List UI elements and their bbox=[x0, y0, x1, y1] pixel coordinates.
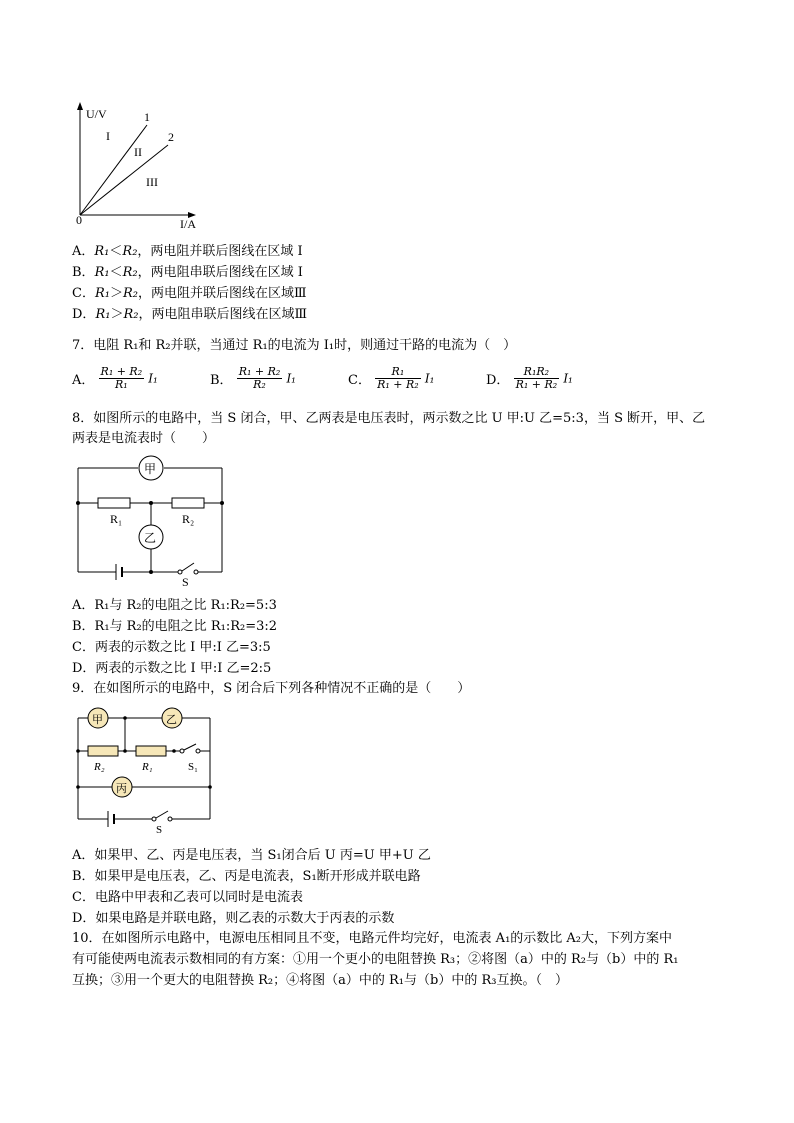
q7-option-d: D． $\frac{\text{R₁R₂}}{\text{R₁ + R₂}}$ I₁ bbox=[486, 365, 573, 391]
svg-text:丙: 丙 bbox=[116, 783, 127, 795]
q10-line3: 互换；③用一个更大的电阻替换 R₂；④将图（a）中的 R₁与（b）中的 R₃互换。（ ） bbox=[72, 973, 568, 988]
q6-option-d: D．R₁＞R₂，两电阻串联后图线在区域Ⅲ bbox=[72, 307, 307, 322]
fraction: $\frac{\text{R₁ + R₂}}{\text{R₁}}$ bbox=[100, 365, 143, 391]
svg-text:甲: 甲 bbox=[92, 714, 103, 726]
q9-circuit-diagram bbox=[70, 707, 220, 837]
q6-option-c: C．R₁＞R₂，两电阻并联后图线在区域Ⅲ bbox=[72, 286, 307, 301]
q8-stem-line1: 8．如图所示的电路中，当 S 闭合，甲、乙两表是电压表时，两示数之比 U 甲:U 乙=5:3，当 S 断开，甲、乙 bbox=[72, 411, 706, 426]
q9-stem: 9．在如图所示的电路中，S 闭合后下列各种情况不正确的是（ ） bbox=[72, 681, 471, 696]
region3-label: III bbox=[146, 175, 158, 189]
q7-option-a: A． $\frac{\text{R₁ + R₂}}{\text{R₁}}$ I₁ bbox=[72, 365, 158, 391]
origin-label: 0 bbox=[76, 213, 82, 227]
q7-stem: 7．电阻 R₁和 R₂并联，当通过 R₁的电流为 I₁时，则通过干路的电流为（ ） bbox=[72, 338, 517, 353]
svg-text:乙: 乙 bbox=[144, 531, 157, 545]
q8-circuit-diagram bbox=[70, 455, 230, 589]
y-axis-label: U/V bbox=[86, 107, 107, 121]
resistor-r2 bbox=[172, 498, 204, 508]
q9-option-a: A．如果甲、乙、丙是电压表，当 S₁闭合后 U 丙=U 甲+U 乙 bbox=[72, 848, 431, 863]
svg-text:S₁: S₁ bbox=[188, 761, 198, 773]
q7-option-b: B． $\frac{\text{R₁ + R₂}}{\text{R₂}}$ I₁ bbox=[210, 365, 296, 391]
svg-text:S: S bbox=[156, 824, 163, 836]
resistor-r1 bbox=[136, 746, 166, 756]
switch-s1 bbox=[184, 744, 196, 750]
q8-stem-line2: 两表是电流表时（ ） bbox=[72, 431, 216, 446]
region1-label: I bbox=[106, 129, 110, 143]
fraction: $\frac{\text{R₁ + R₂}}{\text{R₂}}$ bbox=[238, 365, 281, 391]
svg-text:S: S bbox=[182, 575, 189, 589]
resistor-r1 bbox=[98, 498, 130, 508]
q10-line2: 有可能使两电流表示数相同的有方案：①用一个更小的电阻替换 R₃；②将图（a）中的 R₂与（b）中的 R₁ bbox=[72, 952, 679, 967]
x-axis-label: I/A bbox=[180, 217, 196, 231]
q6-option-a: A．R₁＜R₂，两电阻并联后图线在区域 I bbox=[72, 244, 303, 259]
q9-option-d: D．如果电路是并联电路，则乙表的示数大于丙表的示数 bbox=[72, 911, 395, 926]
q8-option-d: D．两表的示数之比 I 甲:I 乙=2:5 bbox=[72, 661, 272, 676]
q10-line1: 10．在如图所示电路中，电源电压相同且不变，电路元件均完好，电流表 A₁的示数比 A₂大，下列方案中 bbox=[72, 931, 673, 946]
fraction: $\frac{\text{R₁}}{\text{R₁ + R₂}}$ bbox=[377, 365, 419, 391]
svg-text:R₁: R₁ bbox=[110, 512, 123, 526]
svg-text:甲: 甲 bbox=[144, 462, 157, 476]
u-i-graph bbox=[70, 100, 210, 230]
q6-option-b: B．R₁＜R₂，两电阻串联后图线在区域 I bbox=[72, 265, 303, 280]
switch-s bbox=[182, 563, 194, 571]
resistor-r2 bbox=[88, 746, 118, 756]
region2-label: II bbox=[134, 145, 142, 159]
fraction: $\frac{\text{R₁R₂}}{\text{R₁ + R₂}}$ bbox=[515, 365, 558, 391]
line2-label: 2 bbox=[168, 130, 174, 144]
svg-text:乙: 乙 bbox=[166, 714, 177, 726]
svg-text:R₂: R₂ bbox=[94, 761, 105, 773]
q8-option-b: B．R₁与 R₂的电阻之比 R₁:R₂=3:2 bbox=[72, 619, 278, 634]
q9-option-c: C．电路中甲表和乙表可以同时是电流表 bbox=[72, 890, 303, 905]
switch-s bbox=[156, 811, 168, 818]
q7-option-c: C． $\frac{\text{R₁}}{\text{R₁ + R₂}}$ I₁ bbox=[348, 365, 435, 391]
line1-label: 1 bbox=[144, 110, 150, 124]
svg-text:R₁: R₁ bbox=[142, 761, 153, 773]
svg-text:R₂: R₂ bbox=[182, 512, 195, 526]
q8-option-c: C．两表的示数之比 I 甲:I 乙=3:5 bbox=[72, 640, 271, 655]
q8-option-a: A．R₁与 R₂的电阻之比 R₁:R₂=5:3 bbox=[72, 598, 277, 613]
q9-option-b: B．如果甲是电压表，乙、丙是电流表，S₁断开形成并联电路 bbox=[72, 869, 421, 884]
